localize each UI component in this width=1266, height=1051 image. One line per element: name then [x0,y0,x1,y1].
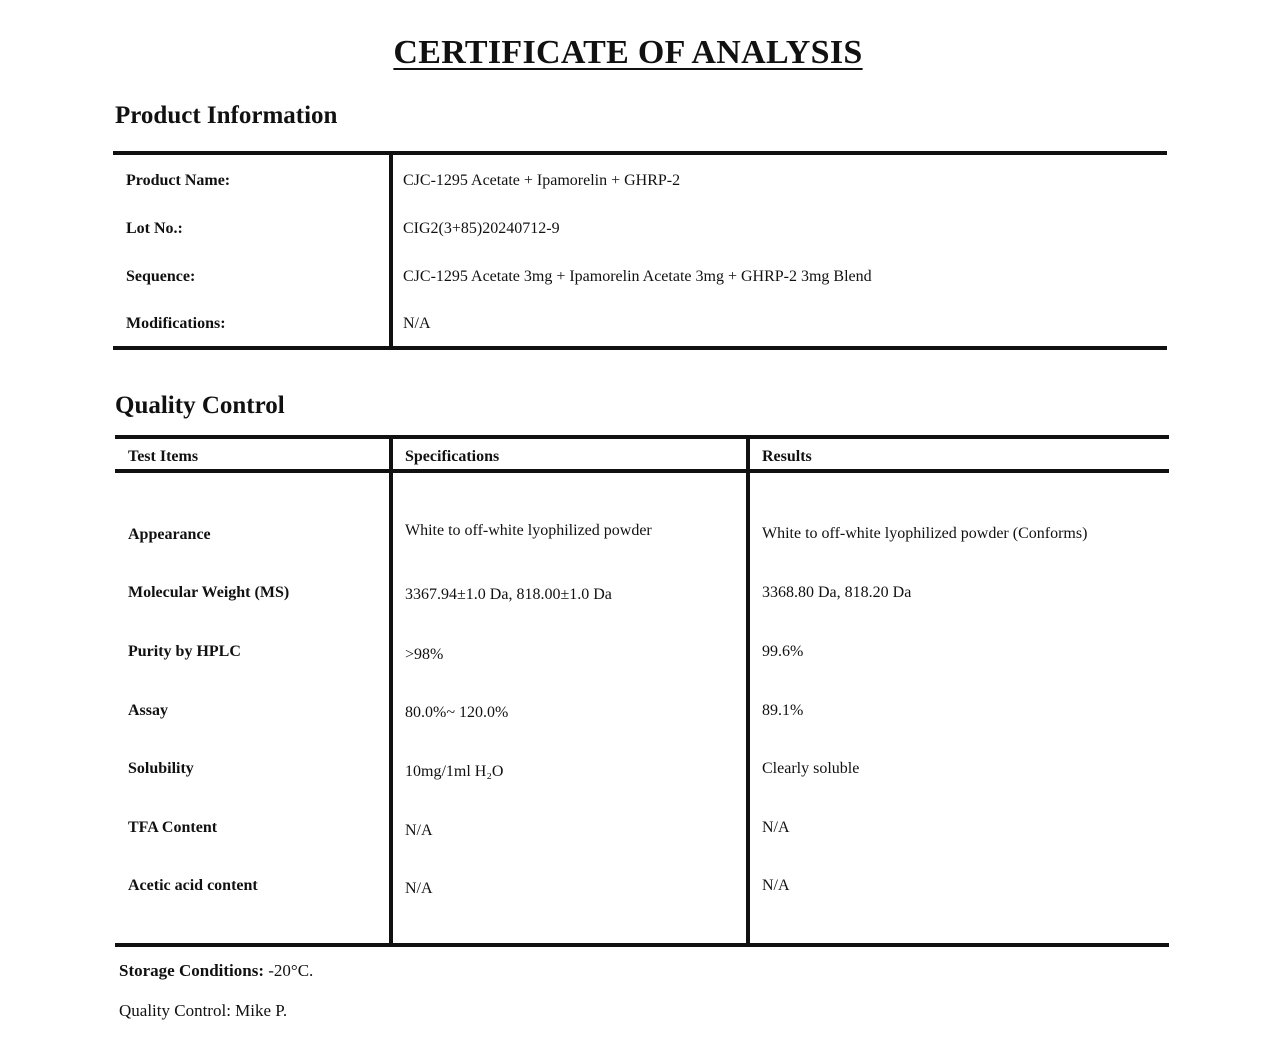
spec-tfa-content: N/A [405,822,433,839]
test-item-tfa-content: TFA Content [128,819,218,836]
test-item-molecular-weight: Molecular Weight (MS) [128,584,290,601]
column-header-test-items: Test Items [128,448,199,465]
storage-conditions-label: Storage Conditions: [119,961,264,980]
product-info-heading: Product Information [115,102,338,129]
test-item-assay: Assay [128,702,169,719]
spec-solubility: 10mg/1ml H₂O [405,763,504,780]
modifications-value: N/A [403,315,431,332]
spec-purity: >98% [405,646,444,663]
result-assay: 89.1% [762,702,804,719]
result-molecular-weight: 3368.80 Da, 818.20 Da [762,584,912,601]
sequence-label: Sequence: [126,268,196,285]
test-item-purity: Purity by HPLC [128,643,241,660]
quality-control-heading: Quality Control [115,392,285,419]
result-acetic-acid: N/A [762,877,790,894]
qc-header-rule [115,469,1169,473]
storage-conditions-value: -20°C. [263,961,314,980]
qc-column-divider-2 [746,435,750,947]
spec-acetic-acid: N/A [405,880,433,897]
column-header-results: Results [762,448,812,465]
spec-appearance: White to off-white lyophilized powder [405,522,652,539]
storage-conditions [119,961,313,981]
test-item-acetic-acid: Acetic acid content [128,877,258,894]
lot-number-value: CIG2(3+85)20240712-9 [403,220,560,237]
product-name-value: CJC-1295 Acetate + Ipamorelin + GHRP-2 [403,172,681,189]
qc-column-divider-1 [389,435,393,947]
product-name-label: Product Name: [126,172,231,189]
qc-table-top-rule [115,435,1169,439]
product-table-bottom-rule [113,346,1167,350]
result-tfa-content: N/A [762,819,790,836]
result-purity: 99.6% [762,643,804,660]
sequence-value: CJC-1295 Acetate 3mg + Ipamorelin Acetate 3mg + GHRP-2 3mg Blend [403,268,872,285]
qc-table-bottom-rule [115,943,1169,947]
product-table-divider [389,151,393,350]
lot-number-label: Lot No.: [126,220,183,237]
document-title: CERTIFICATE OF ANALYSIS [393,34,863,71]
product-table-top-rule [113,151,1167,155]
test-item-appearance: Appearance [128,526,211,543]
quality-control-signoff: Quality Control: Mike P. [119,1001,288,1020]
column-header-specifications: Specifications [405,448,500,465]
test-item-solubility: Solubility [128,760,194,777]
result-appearance: White to off-white lyophilized powder (Conforms) [762,525,1088,542]
spec-assay: 80.0%~ 120.0% [405,704,509,721]
modifications-label: Modifications: [126,315,226,332]
spec-molecular-weight: 3367.94±1.0 Da, 818.00±1.0 Da [405,586,612,603]
result-solubility: Clearly soluble [762,760,860,777]
